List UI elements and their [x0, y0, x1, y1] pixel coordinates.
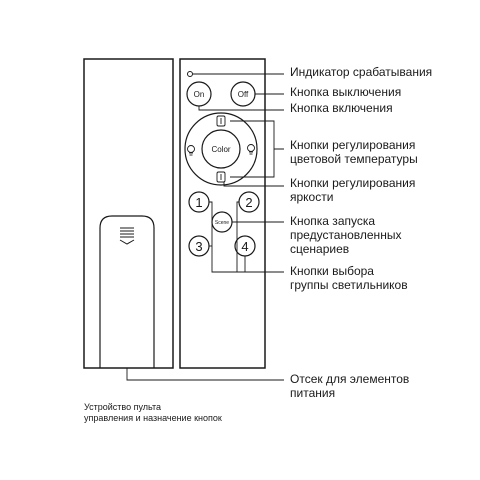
- callout-indicator: Индикатор срабатывания: [290, 65, 433, 79]
- callout-scene: Кнопка запуска предустановленных сценариев: [290, 214, 402, 256]
- back-panel: [84, 59, 173, 368]
- scene-button-label: Scene: [214, 220, 230, 226]
- callout-brightness: Кнопки регулирования яркости: [290, 176, 416, 204]
- off-button-label: Off: [237, 90, 249, 99]
- figure-caption: Устройство пульта управления и назначение кнопок: [84, 402, 222, 423]
- indicator-led: [188, 72, 193, 77]
- group-1-label: 1: [195, 195, 203, 210]
- callout-battery: Отсек для элементов питания: [290, 372, 410, 400]
- group-3-label: 3: [195, 239, 203, 254]
- group-4-label: 4: [241, 239, 249, 254]
- callout-on-button: Кнопка включения: [290, 101, 393, 115]
- callout-off-button: Кнопка выключения: [290, 85, 402, 99]
- callout-color-temp: Кнопки регулирования цветовой температуры: [290, 138, 418, 166]
- color-button-label: Color: [211, 145, 231, 154]
- callout-group: Кнопки выбора группы светильников: [290, 264, 408, 292]
- group-2-label: 2: [245, 195, 253, 210]
- leader-battery: [127, 368, 284, 380]
- remote-front-view: [180, 59, 265, 368]
- on-button-label: On: [193, 90, 205, 99]
- remote-back-view: [84, 59, 173, 368]
